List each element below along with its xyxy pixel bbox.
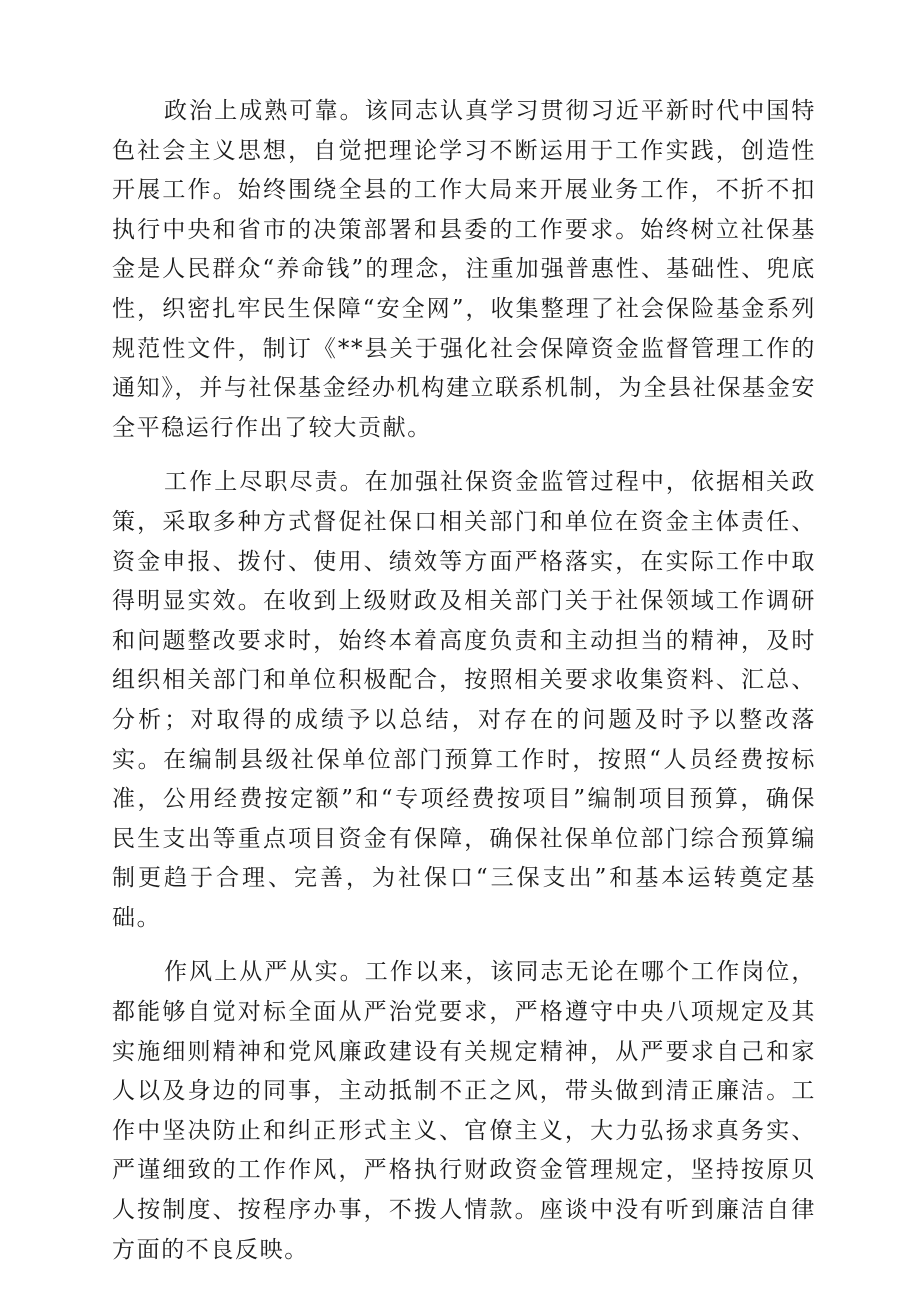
paragraph-political: 政治上成熟可靠。该同志认真学习贯彻习近平新时代中国特色社会主义思想，自觉把理论学习不断运用于工作实践，创造性开展工作。始终围绕全县的工作大局来开展业务工作，不折不扣执行中央和省市的决策部署和县委的工作要求。始终树立社保基金是人民群众“养命钱”的理念，注重加强普惠性、基础性、兜底性，织密扎牢民生保障“安全网”，收集整理了社会保险基金系列规范性文件，制订《**县关于强化社会保障资金监督管理工作的通知》，并与社保基金经办机构建立联系机制，为全县社保基金安全平稳运行作出了较大贡献。	[112, 98, 816, 441]
paragraph-conduct: 作风上从严从实。工作以来，该同志无论在哪个工作岗位，都能够自觉对标全面从严治党要求，严格遵守中央八项规定及其实施细则精神和党风廉政建设有关规定精神，从严要求自己和家人以及身边的同事，主动抵制不正之风，带头做到清正廉洁。工作中坚决防止和纠正形式主义、官僚主义，大力弘扬求真务实、严谨细致的工作作风，严格执行财政资金管理规定，坚持按原贝人按制度、按程序办事，不拨人情款。座谈中没有听到廉洁自律方面的不良反映。	[112, 959, 816, 1263]
document-body	[112, 92, 816, 1285]
paragraph-work: 工作上尽职尽责。在加强社保资金监管过程中，依据相关政策，采取多种方式督促社保口相关部门和单位在资金主体责任、资金申报、拨付、使用、绩效等方面严格落实，在实际工作中取得明显实效。在收到上级财政及相关部门关于社保领域工作调研和问题整改要求时，始终本着高度负责和主动担当的精神，及时组织相关部门和单位积极配合，按照相关要求收集资料、汇总、分析；对取得的成绩予以总结，对存在的问题及时予以整改落实。在编制县级社保单位部门预算工作时，按照“人员经费按标准，公用经费按定额”和“专项经费按项目”编制项目预算，确保民生支出等重点项目资金有保障，确保社保单位部门综合预算编制更趋于合理、完善，为社保口“三保支出”和基本运转奠定基础。	[112, 469, 816, 931]
